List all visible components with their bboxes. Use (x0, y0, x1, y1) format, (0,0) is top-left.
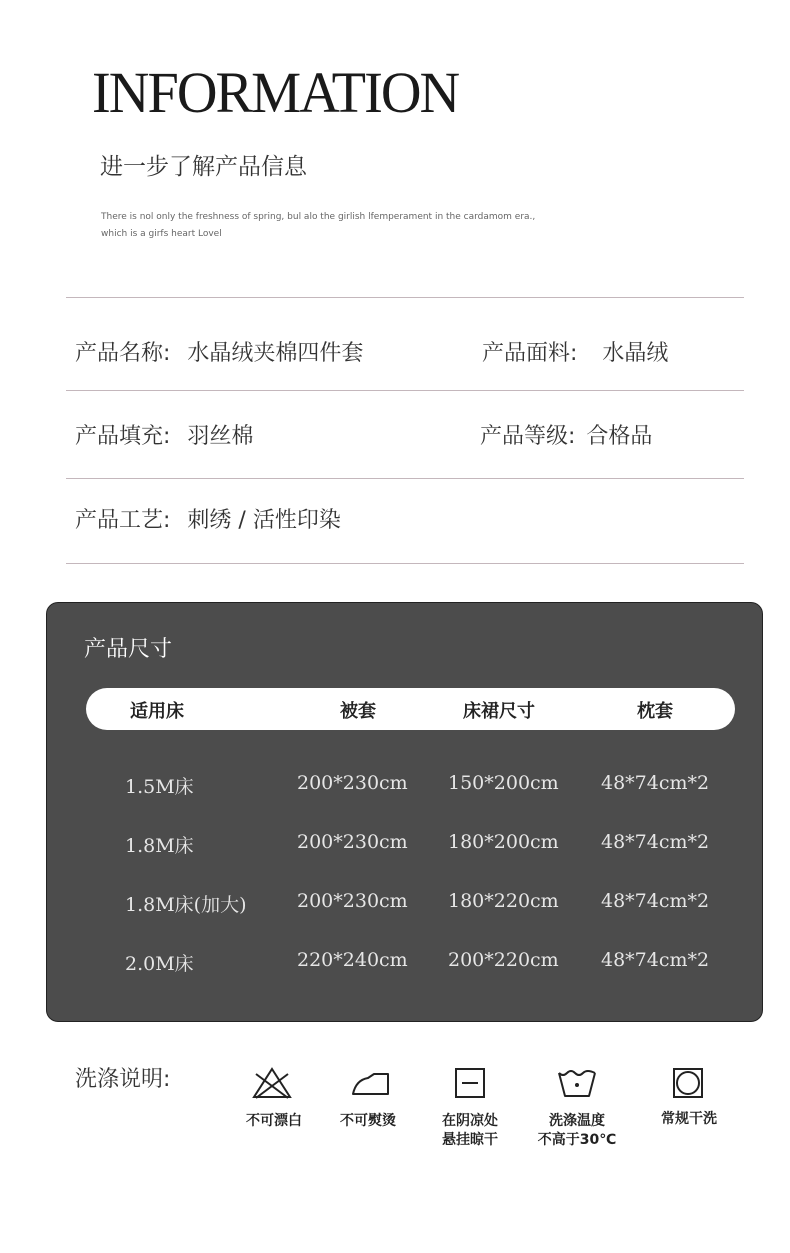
care-caption (232, 1112, 316, 1131)
tagline-line-2: which is a girfs heart Lovel (101, 229, 222, 239)
table-cell: 180*220cm (448, 890, 559, 912)
divider (66, 390, 744, 391)
page-subtitle: 进一步了解产品信息 (100, 154, 307, 180)
dry-clean-icon (668, 1066, 708, 1100)
table-cell: 220*240cm (297, 949, 408, 971)
table-cell: 48*74cm*2 (601, 772, 710, 794)
info-craft (75, 503, 341, 534)
table-cell: 1.8M床(加大) (125, 894, 247, 916)
tagline-line-1: There is nol only the freshness of spring, bul alo the girlish lfemperament in the cardamom era., (101, 212, 536, 222)
table-cell: 48*74cm*2 (601, 831, 710, 853)
info-filling (75, 419, 253, 450)
dry-in-shade-icon (450, 1066, 490, 1100)
table-cell: 150*200cm (448, 772, 559, 794)
info-name-label: 产品名称: (75, 341, 171, 366)
care-caption (534, 1112, 620, 1150)
divider (66, 563, 744, 564)
care-caption-line: 不高于30℃ (537, 1132, 617, 1148)
table-cell: 180*200cm (448, 831, 559, 853)
info-name (75, 336, 363, 367)
care-caption (428, 1112, 512, 1150)
info-fabric-value: 水晶绒 (602, 341, 669, 366)
no-bleach-icon (252, 1066, 292, 1100)
tagline (101, 209, 541, 243)
info-grade (480, 419, 652, 450)
header-pillowcase: 枕套 (637, 701, 673, 722)
divider (66, 478, 744, 479)
divider (66, 297, 744, 298)
table-cell: 48*74cm*2 (601, 949, 710, 971)
info-grade-label: 产品等级: (480, 424, 576, 449)
info-filling-value: 羽丝棉 (187, 424, 254, 449)
care-label: 洗涤说明: (75, 1067, 171, 1092)
header-bedskirt: 床裙尺寸 (463, 701, 535, 722)
header-duvet: 被套 (340, 701, 376, 722)
table-cell: 200*220cm (448, 949, 559, 971)
table-cell: 200*230cm (297, 772, 408, 794)
page-title: INFORMATION (92, 60, 459, 125)
info-fabric-label: 产品面料: (482, 341, 578, 366)
info-name-value: 水晶绒夹棉四件套 (187, 341, 364, 366)
info-craft-label: 产品工艺: (75, 508, 171, 533)
care-caption-line: 不可熨烫 (340, 1113, 396, 1129)
care-caption (646, 1110, 732, 1129)
no-iron-icon (350, 1066, 390, 1100)
care-caption-line: 在阴凉处 (442, 1113, 498, 1129)
care-caption-line: 不可漂白 (246, 1113, 302, 1129)
table-cell: 1.8M床 (125, 835, 194, 857)
info-craft-value: 刺绣 / 活性印染 (187, 508, 341, 533)
info-grade-value: 合格品 (586, 424, 653, 449)
table-cell: 200*230cm (297, 831, 408, 853)
care-caption-line: 洗涤温度 (549, 1113, 605, 1129)
table-cell: 48*74cm*2 (601, 890, 710, 912)
table-cell: 1.5M床 (125, 776, 194, 798)
info-fabric (482, 336, 668, 367)
table-cell: 2.0M床 (125, 953, 194, 975)
care-caption-line: 悬挂晾干 (442, 1132, 498, 1148)
info-filling-label: 产品填充: (75, 424, 171, 449)
size-panel-title: 产品尺寸 (84, 637, 173, 662)
care-caption (326, 1112, 410, 1131)
wash-temp-icon (557, 1066, 597, 1100)
header-bed: 适用床 (130, 701, 184, 722)
table-cell: 200*230cm (297, 890, 408, 912)
care-caption-line: 常规干洗 (661, 1111, 717, 1127)
